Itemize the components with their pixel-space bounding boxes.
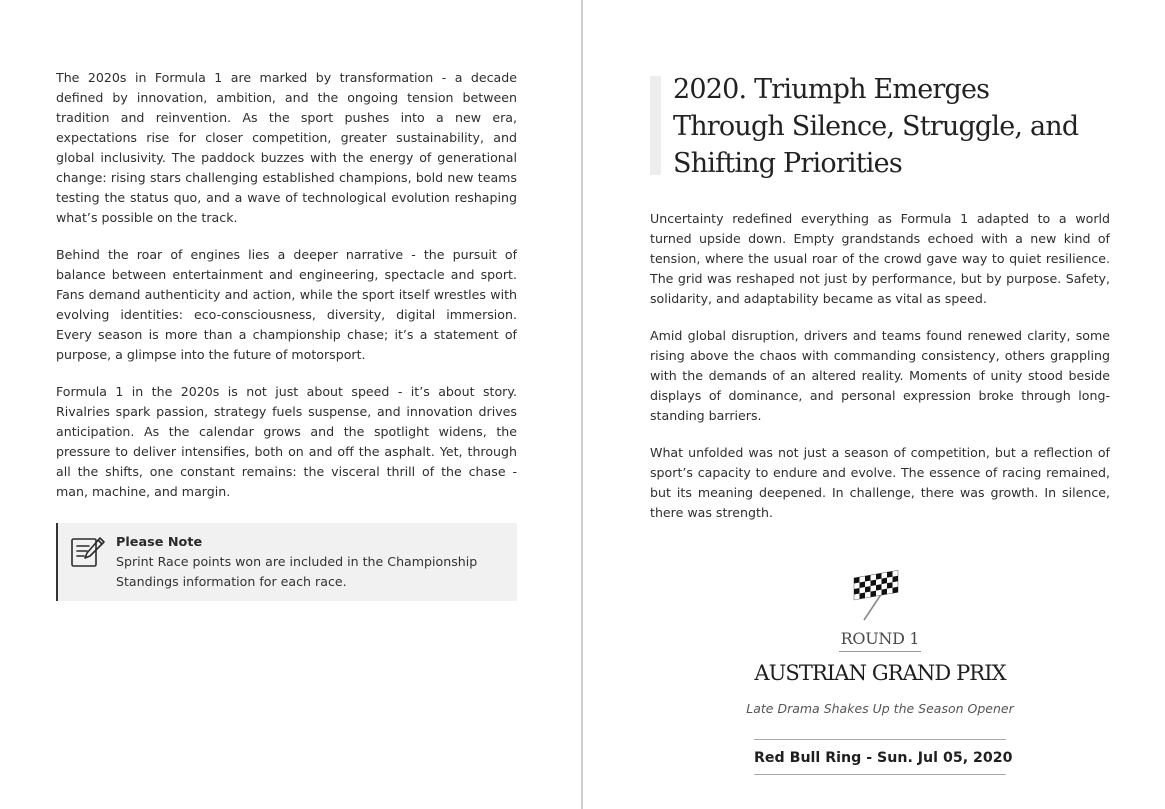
book-spine-divider bbox=[581, 0, 583, 809]
intro-paragraph-3: Formula 1 in the 2020s is not just about speed - it’s about story. Rivalries spark passion, strategy fuels suspense, and innovation drives anticipation. As the calendar grows and the spotlight widens, the pressure to deliver intensifies, both on and off the asphalt. Yet, through all the shifts, one constant remains: the visceral thrill of the chase - man, machine, and margin. bbox=[56, 384, 517, 499]
season-text-column bbox=[650, 209, 1110, 540]
right-page bbox=[584, 0, 1165, 809]
venue-date: Red Bull Ring - Sun. Jul 05, 2020 bbox=[754, 739, 1006, 775]
checkered-flag-icon bbox=[850, 570, 908, 622]
please-note-box bbox=[56, 523, 517, 601]
season-title: 2020. Triumph Emerges Through Silence, Struggle, and Shifting Priorities bbox=[673, 74, 1079, 179]
grand-prix-subtitle: Late Drama Shakes Up the Season Opener bbox=[746, 701, 1014, 716]
title-accent-bar bbox=[650, 76, 661, 175]
season-paragraph-3: What unfolded was not just a season of competition, but a reflection of sport’s capacity to endure and evolve. The essence of racing remained, but its meaning deepened. In challenge, there was growth. In silence, there was strength. bbox=[650, 445, 1110, 520]
season-paragraph-1: Uncertainty redefined everything as Formula 1 adapted to a world turned upside down. Empty grandstands echoed with a new kind of tension, where the usual roar of the crowd gave way to quiet resilience. The grid was reshaped not just by performance, but by purpose. Safety, solidarity, and adaptability became as vital as speed. bbox=[650, 211, 1110, 306]
intro-paragraph-1: The 2020s in Formula 1 are marked by transformation - a decade defined by innovation, ambition, and the ongoing tension between tradition and reinvention. As the sport pushes into a new era, expectations rise for closer competition, greater sustainability, and global inclusivity. The paddock buzzes with the energy of generational change: rising stars challenging established champions, bold new teams testing the status quo, and a wave of technological evolution reshaping what’s possible on the track. bbox=[56, 70, 517, 225]
round-heading bbox=[584, 628, 1165, 652]
note-title: Please Note bbox=[116, 535, 203, 550]
season-paragraph-2: Amid global disruption, drivers and teams found renewed clarity, some rising above the chaos with commanding consistency, others grappling with the demands of an altered reality. Moments of unity stood beside displays of dominance, and personal expression broke through long-standing barriers. bbox=[650, 328, 1110, 423]
grand-prix-name: AUSTRIAN GRAND PRIX bbox=[754, 661, 1006, 685]
round-label: ROUND 1 bbox=[839, 628, 922, 652]
intro-text-column bbox=[56, 68, 517, 601]
note-body: Sprint Race points won are included in the Championship Standings information for each race. bbox=[116, 554, 478, 589]
left-page bbox=[0, 0, 582, 809]
intro-paragraph-2: Behind the roar of engines lies a deeper narrative - the pursuit of balance between entertainment and engineering, spectacle and sport. Fans demand authenticity and action, while the sport itself wrestles with evolving identities: eco-consciousness, diversity, digital immersion. Every season is more than a championship chase; it’s a statement of purpose, a glimpse into the future of motorsport. bbox=[56, 247, 517, 362]
note-edit-icon bbox=[70, 535, 106, 569]
